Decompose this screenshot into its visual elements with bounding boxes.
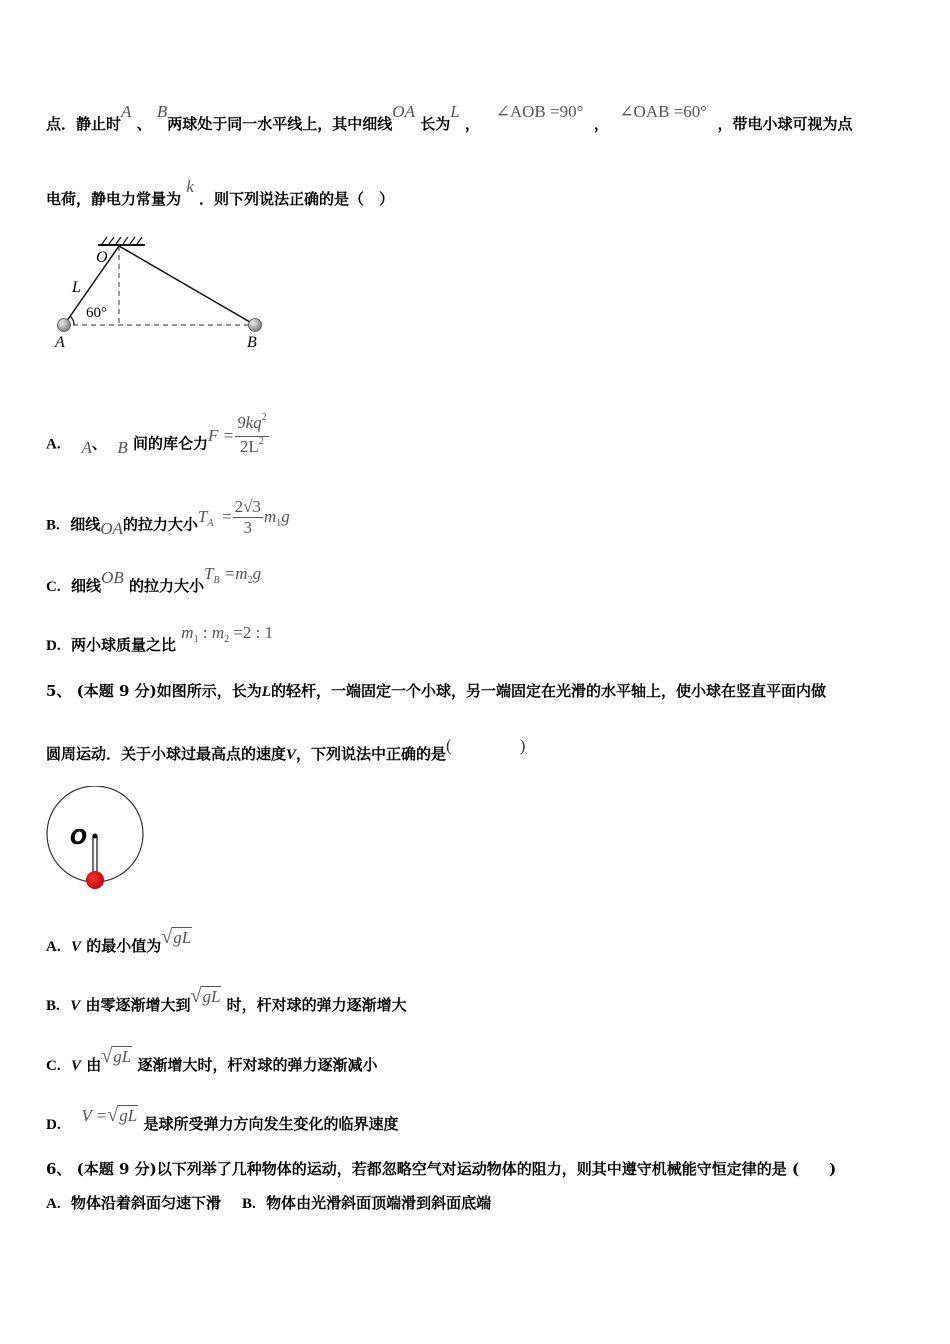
math-OA: OA xyxy=(100,518,123,538)
math-V-eq: V = xyxy=(81,1106,108,1125)
text: 两小球质量之比 xyxy=(71,636,177,654)
question-number: 5、 xyxy=(46,682,72,700)
text: 由 xyxy=(86,1056,102,1074)
q4-option-d[interactable]: D. 两小球质量之比 $m_1$ : $m_2 =2$ : 1 xyxy=(46,623,274,654)
math-V: V xyxy=(71,939,82,955)
label-B: B xyxy=(247,334,257,351)
q4-stem-line-2 xyxy=(46,177,395,209)
text: ．则下列说法正确的是（ ） xyxy=(199,190,395,208)
option-letter: B. xyxy=(241,1196,256,1212)
sqrt-gL: √gL xyxy=(101,1045,132,1067)
q4-stem-line-1 xyxy=(46,102,853,134)
text: 如图所示，长为 xyxy=(156,682,262,700)
option-letter: C. xyxy=(46,579,61,595)
text: 电荷，静电力常量为 xyxy=(46,190,182,208)
math-A: A xyxy=(81,437,92,457)
label-L: L xyxy=(72,279,81,296)
question-points: (本题 9 分) xyxy=(76,1160,157,1178)
text: 点．静止时 xyxy=(46,115,122,133)
text: 由零逐渐增大到 xyxy=(85,996,191,1014)
option-letter: A. xyxy=(46,436,61,453)
q4-option-a[interactable] xyxy=(46,412,270,468)
q4-figure-pendulums xyxy=(50,234,280,354)
text: ，带电小球可视为点 xyxy=(717,115,853,133)
math-k: k xyxy=(186,177,194,196)
label-O: O xyxy=(70,825,88,849)
option-letter: D. xyxy=(46,1117,61,1133)
math-OB: OB xyxy=(101,568,124,587)
option-letter: B. xyxy=(46,998,60,1014)
q5-option-d[interactable] xyxy=(46,1104,399,1135)
option-letter: A. xyxy=(46,1196,61,1212)
text: 物体沿着斜面匀速下滑 xyxy=(71,1194,222,1212)
math-A: A xyxy=(121,102,132,121)
q6-options-line xyxy=(46,1193,491,1214)
option-letter: A. xyxy=(46,939,61,955)
text: 逐渐增大时，杆对球的弹力逐渐减小 xyxy=(137,1056,378,1074)
q5-stem-line-2 xyxy=(46,736,526,765)
fraction: $\frac{9kq^2}{2L^2}$ xyxy=(237,412,267,456)
question-number: 6、 xyxy=(46,1160,72,1178)
math-F: F = xyxy=(207,425,235,445)
label-angle: 60° xyxy=(86,305,107,321)
text: 是球所受弹力方向发生变化的临界速度 xyxy=(143,1115,399,1133)
text: 两球处于同一水平线上，其中细线 xyxy=(167,115,393,133)
text: 、 xyxy=(91,434,107,453)
text: ， xyxy=(464,115,480,133)
ball-A xyxy=(58,319,71,332)
text: 圆周运动．关于小球过最高点的速度 xyxy=(46,745,287,763)
q4-option-b[interactable]: B. 细线OA的拉力大小$T_A$ = $\frac{2√3}{3}$ $m_1g$ xyxy=(46,497,290,538)
text: 时，杆对球的弹力逐渐增大 xyxy=(226,996,407,1014)
q6-option-a[interactable] xyxy=(46,1194,221,1212)
text: 的拉力大小 xyxy=(122,515,198,534)
q5-figure-circular-motion xyxy=(44,786,148,892)
axis-point xyxy=(93,834,98,839)
math-angle-OAB: ∠OAB =60° xyxy=(619,102,708,121)
fraction: $\frac{2√3}{3}$ xyxy=(234,497,261,537)
q4-option-c[interactable]: C. 细线OB 的拉力大小$T_B =m_2g$ xyxy=(46,564,262,595)
text: 的最小值为 xyxy=(86,937,162,955)
text: 、 xyxy=(136,115,152,133)
text: 物体由光滑斜面顶端滑到斜面底端 xyxy=(266,1194,492,1212)
answer-blank: ( ) xyxy=(792,1160,837,1178)
option-letter: C. xyxy=(46,1058,61,1074)
option-letter: B. xyxy=(46,517,60,534)
label-O: O xyxy=(96,249,108,266)
math-OA: OA xyxy=(392,102,415,121)
text: ，下列说法中正确的是 xyxy=(296,745,447,763)
math-V: V xyxy=(286,747,297,763)
sqrt-gL: √gL xyxy=(107,1104,138,1126)
text: 以下列举了几种物体的运动，若都忽略空气对运动物体的阻力，则其中遵守机械能守恒定律的是 xyxy=(156,1160,787,1178)
red-ball xyxy=(86,871,104,889)
ball-B xyxy=(249,319,262,332)
math-V: V xyxy=(70,998,81,1014)
text: 细线 xyxy=(70,515,101,534)
text: 间的库仑力 xyxy=(132,434,208,453)
q5-option-c[interactable] xyxy=(46,1045,378,1076)
text: 的拉力大小 xyxy=(128,577,204,595)
text: 细线 xyxy=(71,577,102,595)
math-B: B xyxy=(117,437,128,457)
text: 长为 xyxy=(420,115,451,133)
q5-option-a[interactable] xyxy=(46,926,192,957)
text: 的轻杆，一端固定一个小球，另一端固定在光滑的水平轴上，使小球在竖直平面内做 xyxy=(270,682,826,700)
answer-blank: ( ) xyxy=(446,736,526,755)
math-L: L xyxy=(261,684,271,700)
question-points: (本题 9 分) xyxy=(76,682,157,700)
text: ， xyxy=(593,115,609,133)
q6-option-b[interactable] xyxy=(242,1194,491,1212)
math-L: L xyxy=(450,102,460,121)
math-V: V xyxy=(71,1058,82,1074)
sqrt-gL: √gL xyxy=(161,926,192,948)
math-angle-AOB: ∠AOB =90° xyxy=(495,102,584,121)
q5-stem-line-1 xyxy=(46,681,826,702)
math-B: B xyxy=(156,102,168,121)
q6-stem-line-1 xyxy=(46,1159,836,1179)
sqrt-gL: √gL xyxy=(190,985,221,1007)
option-letter: D. xyxy=(46,638,61,654)
label-A: A xyxy=(55,334,65,351)
q5-option-b[interactable] xyxy=(46,985,407,1016)
